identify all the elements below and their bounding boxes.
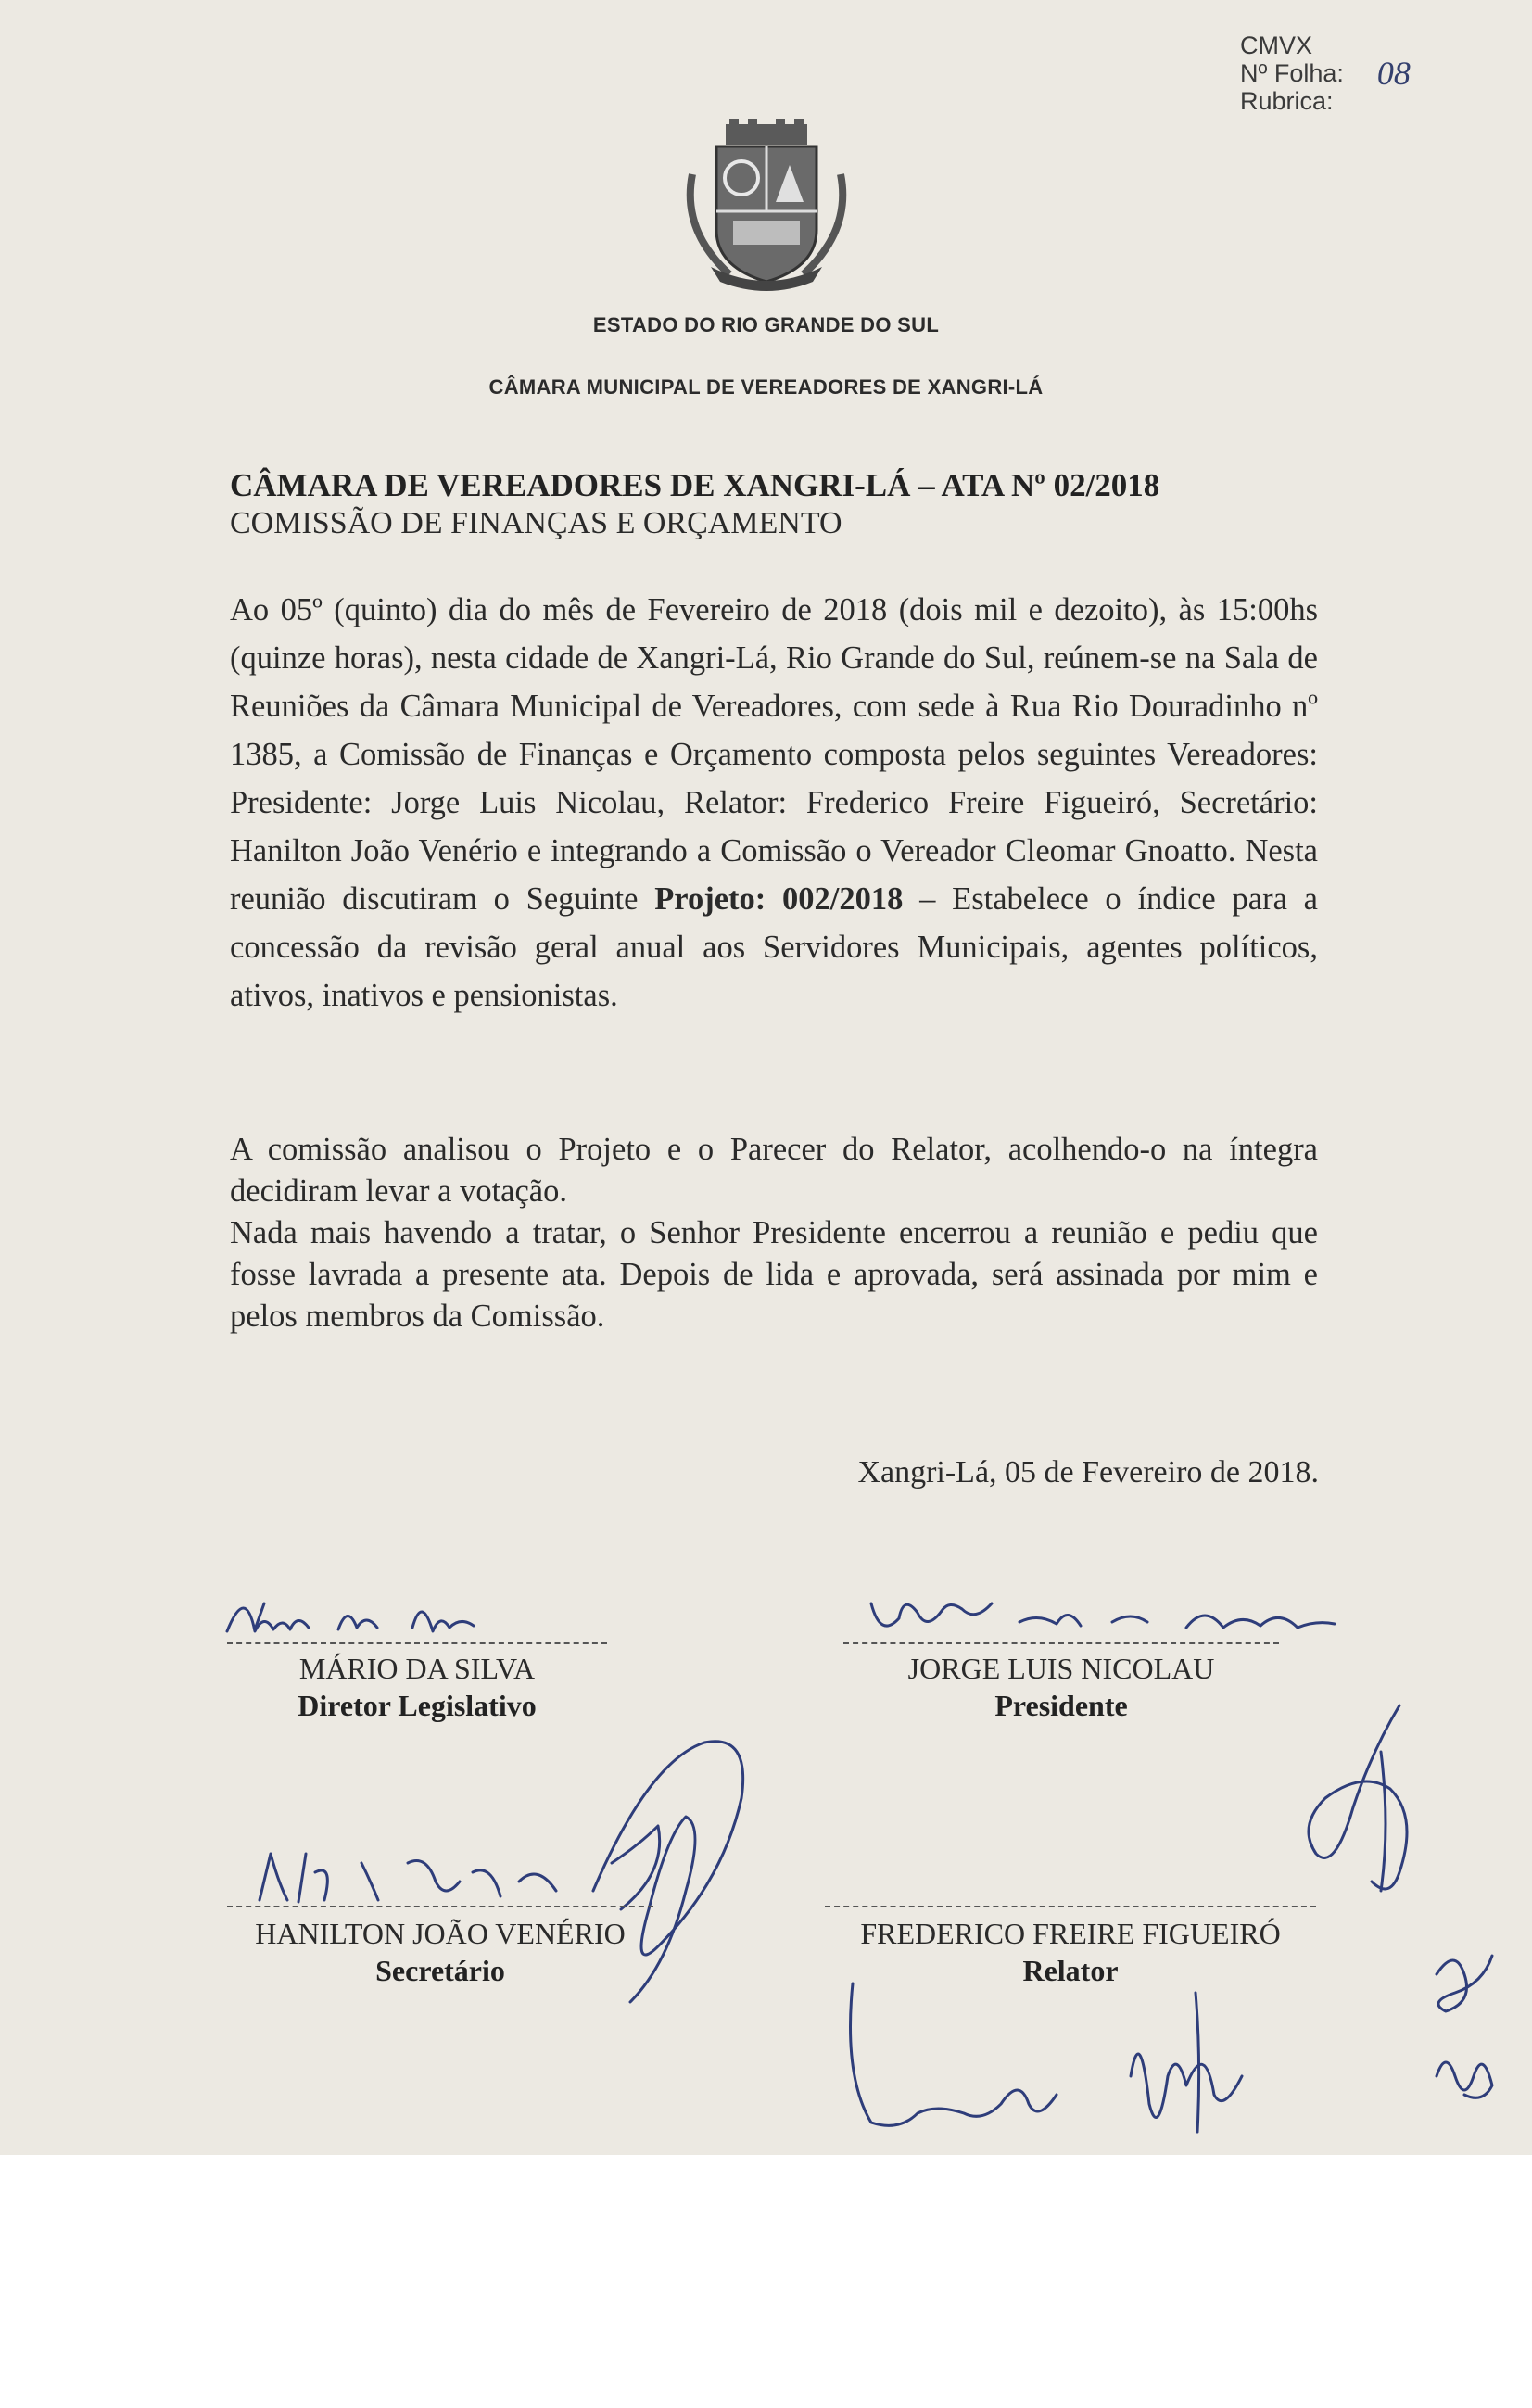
signature-mario-icon — [218, 1576, 607, 1650]
signer-role: Diretor Legislativo — [298, 1689, 537, 1722]
stamp-rubrica: Rubrica: — [1240, 87, 1334, 115]
minutes-paragraph-1 — [230, 586, 1318, 1020]
document-subtitle: COMISSÃO DE FINANÇAS E ORÇAMENTO — [230, 506, 842, 540]
stamp-org: CMVX — [1240, 32, 1313, 59]
paragraph-3: Nada mais havendo a tratar, o Senhor Presidente encerrou a reunião e pediu que fosse lavrada a presente ata. Depois de lida e aprovada, será assinada por mim e pelos membros da Comissão. — [230, 1215, 1318, 1334]
signature-line-frederico — [825, 1906, 1316, 1907]
header-chamber: CÂMARA MUNICIPAL DE VEREADORES DE XANGRI-LÁ — [488, 375, 1044, 399]
signature-line-mario — [227, 1642, 607, 1644]
paragraph-2: A comissão analisou o Projeto e o Parecer do Relator, acolhendo-o na íntegra decidiram levar a votação. — [230, 1132, 1318, 1209]
margin-rubric-icon — [1418, 1937, 1511, 2113]
project-reference: Projeto: 002/2018 — [654, 881, 904, 917]
paragraph-1-text: Ao 05º (quinto) dia do mês de Fevereiro de 2018 (dois mil e dezoito), às 15:00hs (quinze horas), nesta cidade de Xangri-Lá, Rio Grande do Sul, reúnem-se na Sala de Reuniões da Câmara Municipal de Vereadores, com sede à Rua Rio Douradinho nº 1385, a Comissão de Finanças e Orçamento composta pelos seguintes Vereadores: Presidente: Jorge Luis Nicolau, Relator: Frederico Freire Figueiró, Secretário: Hanilton João Venério e integrando a Comissão o Vereador Cleomar Gnoatto. Nesta reunião discutiram o Seguinte — [230, 592, 1318, 917]
signer-name: HANILTON JOÃO VENÉRIO — [255, 1917, 626, 1950]
header-state: ESTADO DO RIO GRANDE DO SUL — [592, 313, 940, 336]
signature-jorge-icon — [853, 1566, 1372, 1650]
signer-name: FREDERICO FREIRE FIGUEIRÓ — [860, 1917, 1281, 1950]
signer-name: JORGE LUIS NICOLAU — [907, 1652, 1215, 1685]
signature-bottom-icon — [834, 1965, 1316, 2150]
signer-role: Relator — [1022, 1954, 1119, 1987]
signature-frederico-icon — [1288, 1696, 1437, 1909]
signer-hanilton — [227, 1915, 653, 1989]
signer-jorge — [843, 1650, 1279, 1724]
minutes-paragraph-2-3 — [230, 1129, 1318, 1337]
folha-number: 08 — [1376, 55, 1411, 92]
protocol-stamp — [1240, 32, 1425, 115]
coat-of-arms-icon — [674, 119, 859, 295]
signature-line-hanilton — [227, 1906, 653, 1907]
signer-name: MÁRIO DA SILVA — [298, 1652, 536, 1685]
signer-role: Secretário — [375, 1954, 505, 1987]
paragraph-1-text-end: – Estabelece o índice para a concessão da revisão geral anual aos Servidores Municipais, agentes políticos, ativos, inativos e pensionistas. — [230, 881, 1318, 1013]
signer-role: Presidente — [994, 1689, 1128, 1722]
date-line: Xangri-Lá, 05 de Fevereiro de 2018. — [857, 1455, 1319, 1489]
document-title: CÂMARA DE VEREADORES DE XANGRI-LÁ – ATA Nº 02/2018 — [230, 467, 1160, 503]
signature-line-jorge — [843, 1642, 1279, 1644]
stamp-folha: Nº Folha: 08 — [1240, 55, 1411, 92]
signer-mario — [227, 1650, 607, 1724]
